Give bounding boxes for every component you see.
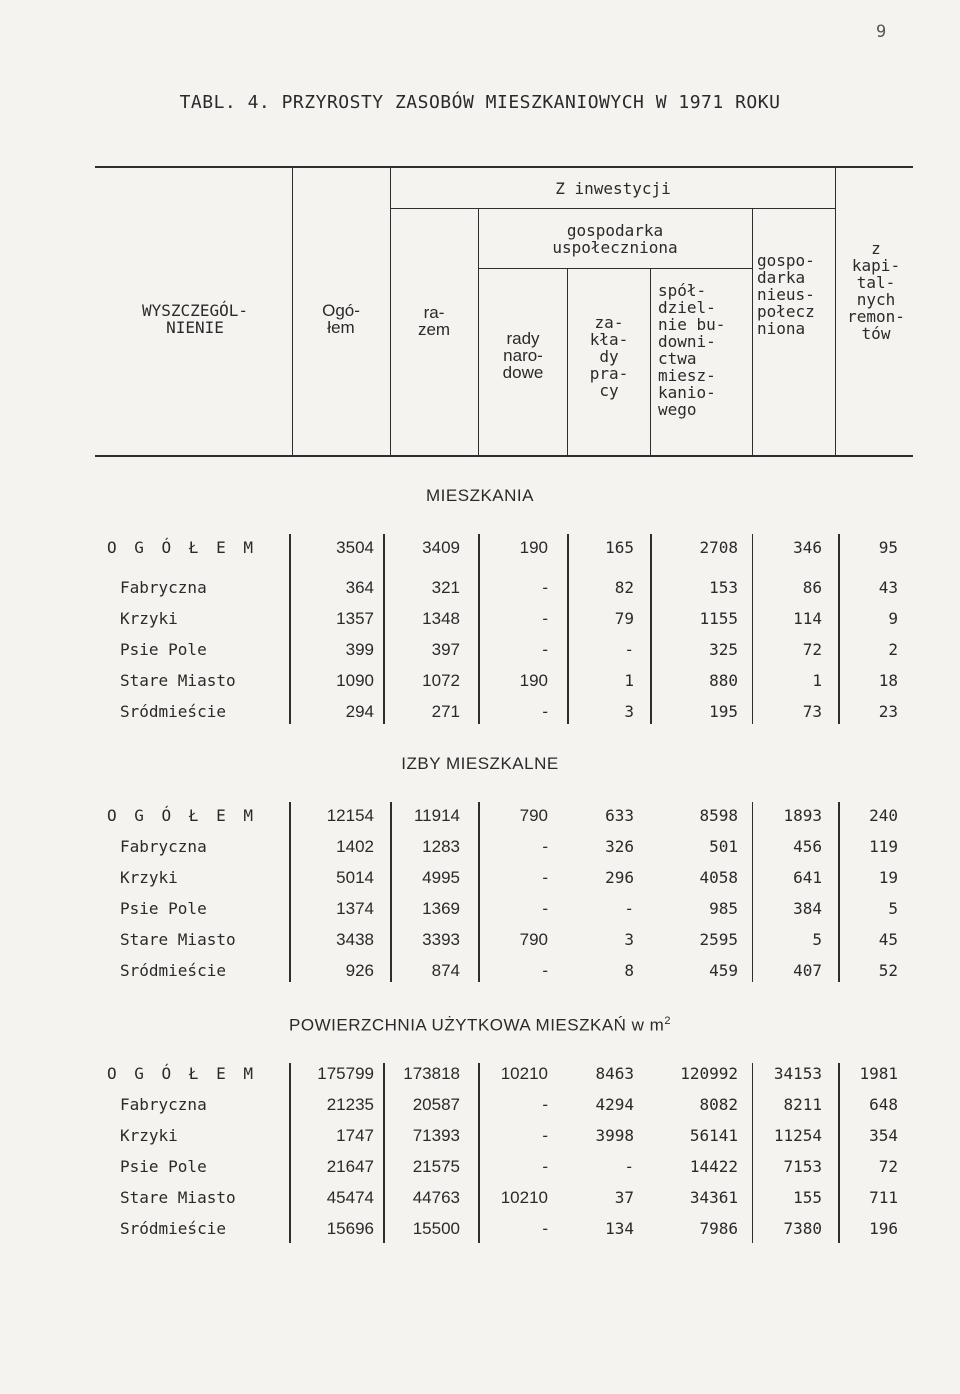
cell-ogolem: 294: [345, 702, 374, 721]
cell-razem: 1348: [422, 609, 460, 628]
cell-zaklady: 3: [624, 930, 634, 949]
cell-remonty: 9: [888, 609, 898, 628]
header-rule-uspoleczniona: [478, 268, 752, 269]
cell-nieuspoleczniona: 155: [793, 1188, 822, 1207]
cell-nieuspoleczniona: 346: [793, 538, 822, 557]
cell-razem: 71393: [412, 1126, 460, 1145]
cell-nieuspoleczniona: 34153: [773, 1064, 822, 1083]
table-row: [0, 1063, 960, 1085]
row-label: Psie Pole: [120, 1157, 207, 1176]
table-row: [0, 1125, 960, 1147]
data-vline-6c: [752, 1063, 753, 1243]
cell-zaklady: 1: [624, 671, 634, 690]
cell-remonty: 72: [878, 1157, 898, 1176]
cell-ogolem: 1402: [336, 837, 374, 856]
cell-rady: -: [542, 961, 548, 980]
cell-remonty: 240: [869, 806, 898, 825]
header-bottom-rule: [95, 455, 913, 457]
cell-nieuspoleczniona: 7380: [783, 1219, 822, 1238]
cell-remonty: 19: [878, 868, 898, 887]
cell-razem: 4995: [422, 868, 460, 887]
cell-ogolem: 1357: [336, 609, 374, 628]
cell-nieuspoleczniona: 72: [802, 640, 822, 659]
cell-razem: 11914: [413, 806, 460, 825]
cell-zaklady: 3: [624, 702, 634, 721]
table-row: [0, 960, 960, 982]
table-title: TABL. 4. PRZYROSTY ZASOBÓW MIESZKANIOWYCH W 1971 ROKU: [179, 92, 781, 113]
cell-spoldzielnie: 120992: [680, 1064, 738, 1083]
cell-rady: -: [542, 609, 548, 628]
cell-razem: 874: [431, 961, 460, 980]
cell-nieuspoleczniona: 8211: [783, 1095, 822, 1114]
cell-razem: 20587: [412, 1095, 460, 1114]
header-vline-3: [478, 208, 479, 455]
cell-remonty: 648: [869, 1095, 898, 1114]
row-label: Fabryczna: [120, 837, 207, 856]
row-label: O G Ó Ł E M: [107, 1064, 257, 1083]
cell-razem: 3393: [422, 930, 460, 949]
cell-nieuspoleczniona: 7153: [783, 1157, 822, 1176]
table-row: [0, 898, 960, 920]
cell-spoldzielnie: 34361: [689, 1188, 738, 1207]
data-vline-5a: [650, 534, 652, 724]
table-row: [0, 836, 960, 858]
cell-remonty: 119: [869, 837, 898, 856]
row-label: Sródmieście: [120, 702, 226, 721]
data-vline-3b: [478, 802, 480, 982]
row-label: Fabryczna: [120, 578, 207, 597]
cell-remonty: 1981: [859, 1064, 898, 1083]
cell-nieuspoleczniona: 407: [793, 961, 822, 980]
data-vline-1b: [289, 802, 291, 982]
cell-razem: 321: [431, 578, 460, 597]
cell-spoldzielnie: 1155: [699, 609, 738, 628]
cell-razem: 173818: [403, 1064, 460, 1083]
header-wyszczegolnienie: WYSZCZEGÓL- NIENIE: [142, 301, 248, 337]
cell-razem: 1369: [422, 899, 460, 918]
row-label: Sródmieście: [120, 1219, 226, 1238]
cell-razem: 3409: [422, 538, 460, 557]
data-vline-2a: [383, 534, 385, 724]
row-label: Psie Pole: [120, 899, 207, 918]
cell-spoldzielnie: 56141: [689, 1126, 738, 1145]
header-nieuspoleczniona: gospo- darka nieus- połecz niona: [757, 251, 815, 338]
cell-zaklady: 165: [605, 538, 634, 557]
cell-nieuspoleczniona: 641: [793, 868, 822, 887]
table-row: [0, 1187, 960, 1209]
row-label: O G Ó Ł E M: [107, 806, 257, 825]
cell-nieuspoleczniona: 1: [812, 671, 822, 690]
table-row: [0, 639, 960, 661]
cell-spoldzielnie: 153: [709, 578, 738, 597]
header-rady-narodowe: rady naro- dowe: [502, 329, 544, 382]
row-label: Krzyki: [120, 609, 178, 628]
cell-zaklady: 37: [614, 1188, 634, 1207]
data-vline-3a: [478, 534, 480, 724]
header-vline-2: [390, 168, 391, 455]
cell-ogolem: 364: [345, 578, 374, 597]
row-label: Krzyki: [120, 868, 178, 887]
cell-razem: 397: [431, 640, 460, 659]
cell-ogolem: 1374: [336, 899, 374, 918]
cell-razem: 44763: [412, 1188, 460, 1207]
cell-nieuspoleczniona: 5: [812, 930, 822, 949]
cell-razem: 1283: [422, 837, 460, 856]
cell-zaklady: 82: [614, 578, 634, 597]
row-label: Stare Miasto: [120, 671, 236, 690]
cell-zaklady: 326: [605, 837, 634, 856]
cell-spoldzielnie: 985: [709, 899, 738, 918]
cell-rady: -: [542, 1157, 548, 1176]
cell-remonty: 23: [878, 702, 898, 721]
cell-ogolem: 21235: [326, 1095, 374, 1114]
data-vline-3c: [478, 1063, 480, 1243]
header-vline-4: [567, 268, 568, 455]
cell-spoldzielnie: 2708: [699, 538, 738, 557]
cell-rady: -: [542, 837, 548, 856]
cell-remonty: 711: [869, 1188, 898, 1207]
header-kapitalne-remonty: z kapi- tal- nych remon- tów: [847, 239, 905, 343]
cell-rady: 10210: [500, 1188, 548, 1207]
cell-zaklady: 8463: [595, 1064, 634, 1083]
cell-remonty: 95: [878, 538, 898, 557]
header-vline-1: [292, 168, 293, 455]
header-zaklady-pracy: za- kła- dy pra- cy: [589, 313, 629, 400]
data-vline-6a: [752, 534, 753, 724]
header-ogolem: Ogó- łem: [322, 301, 360, 337]
cell-zaklady: 296: [605, 868, 634, 887]
section-title-powierzchnia-text: POWIERZCHNIA UŻYTKOWA MIESZKAŃ w m: [289, 1015, 665, 1035]
page-number: 9: [876, 22, 887, 42]
table-row: [0, 577, 960, 599]
cell-remonty: 5: [888, 899, 898, 918]
cell-rady: -: [542, 1219, 548, 1238]
cell-ogolem: 1747: [336, 1126, 374, 1145]
cell-nieuspoleczniona: 73: [802, 702, 822, 721]
cell-remonty: 196: [869, 1219, 898, 1238]
section-title-powierzchnia-sup: 2: [664, 1015, 671, 1027]
data-vline-7c: [838, 1063, 840, 1243]
cell-rady: -: [542, 1095, 548, 1114]
row-label: Fabryczna: [120, 1095, 207, 1114]
data-vline-2b: [390, 802, 392, 982]
row-label: O G Ó Ł E M: [107, 538, 257, 557]
header-gospodarka-uspoleczniona: gospodarka uspołeczniona: [552, 221, 678, 257]
cell-remonty: 52: [878, 961, 898, 980]
section-title-izby: IZBY MIESZKALNE: [401, 754, 559, 773]
cell-spoldzielnie: 7986: [699, 1219, 738, 1238]
table-row: [0, 670, 960, 692]
row-label: Psie Pole: [120, 640, 207, 659]
cell-zaklady: 4294: [595, 1095, 634, 1114]
header-z-inwestycji: Z inwestycji: [555, 179, 671, 198]
cell-razem: 15500: [412, 1219, 460, 1238]
cell-ogolem: 12154: [326, 806, 374, 825]
cell-zaklady: -: [624, 1157, 634, 1176]
cell-rady: -: [542, 868, 548, 887]
cell-zaklady: 3998: [595, 1126, 634, 1145]
section-title-powierzchnia: [0, 1015, 960, 1036]
cell-ogolem: 15696: [326, 1219, 374, 1238]
cell-nieuspoleczniona: 86: [802, 578, 822, 597]
cell-spoldzielnie: 2595: [699, 930, 738, 949]
table-row: [0, 805, 960, 827]
cell-zaklady: -: [624, 899, 634, 918]
cell-zaklady: 633: [605, 806, 634, 825]
data-vline-6b: [752, 802, 753, 982]
cell-zaklady: 134: [605, 1219, 634, 1238]
cell-spoldzielnie: 8082: [699, 1095, 738, 1114]
cell-remonty: 43: [878, 578, 898, 597]
cell-ogolem: 3504: [336, 538, 374, 557]
cell-nieuspoleczniona: 11254: [773, 1126, 822, 1145]
cell-nieuspoleczniona: 114: [793, 609, 822, 628]
cell-rady: -: [542, 578, 548, 597]
data-vline-1c: [289, 1063, 291, 1243]
data-vline-4a: [567, 534, 569, 724]
row-label: Sródmieście: [120, 961, 226, 980]
cell-ogolem: 5014: [336, 868, 374, 887]
cell-nieuspoleczniona: 384: [793, 899, 822, 918]
table-row: [0, 867, 960, 889]
cell-spoldzielnie: 325: [709, 640, 738, 659]
cell-spoldzielnie: 501: [709, 837, 738, 856]
header-top-rule: [95, 166, 913, 168]
cell-spoldzielnie: 459: [709, 961, 738, 980]
cell-spoldzielnie: 880: [709, 671, 738, 690]
cell-rady: -: [542, 1126, 548, 1145]
cell-razem: 21575: [412, 1157, 460, 1176]
row-label: Stare Miasto: [120, 1188, 236, 1207]
cell-ogolem: 926: [345, 961, 374, 980]
cell-zaklady: -: [624, 640, 634, 659]
data-vline-7a: [838, 534, 840, 724]
row-label: Krzyki: [120, 1126, 178, 1145]
cell-rady: -: [542, 640, 548, 659]
header-rule-inwestycji: [390, 208, 835, 209]
cell-remonty: 2: [888, 640, 898, 659]
cell-remonty: 18: [878, 671, 898, 690]
data-vline-1a: [289, 534, 291, 724]
table-row: [0, 1218, 960, 1240]
data-vline-2c: [383, 1063, 385, 1243]
cell-remonty: 354: [869, 1126, 898, 1145]
cell-rady: 10210: [500, 1064, 548, 1083]
cell-ogolem: 175799: [317, 1064, 374, 1083]
cell-rady: -: [542, 899, 548, 918]
row-label: Stare Miasto: [120, 930, 236, 949]
cell-rady: -: [542, 702, 548, 721]
cell-nieuspoleczniona: 1893: [783, 806, 822, 825]
cell-zaklady: 8: [624, 961, 634, 980]
cell-spoldzielnie: 4058: [699, 868, 738, 887]
cell-spoldzielnie: 8598: [699, 806, 738, 825]
data-vline-7b: [838, 802, 840, 982]
cell-razem: 1072: [422, 671, 460, 690]
table-row: [0, 929, 960, 951]
table-row: [0, 537, 960, 559]
cell-ogolem: 1090: [336, 671, 374, 690]
cell-spoldzielnie: 14422: [689, 1157, 738, 1176]
section-title-mieszkania: MIESZKANIA: [426, 486, 534, 505]
cell-ogolem: 21647: [326, 1157, 374, 1176]
table-row: [0, 1156, 960, 1178]
header-razem: ra- zem: [417, 303, 451, 339]
cell-zaklady: 79: [614, 609, 634, 628]
table-row: [0, 701, 960, 723]
cell-rady: 190: [519, 671, 548, 690]
table-row: [0, 608, 960, 630]
cell-razem: 271: [431, 702, 460, 721]
cell-nieuspoleczniona: 456: [793, 837, 822, 856]
table-row: [0, 1094, 960, 1116]
cell-ogolem: 399: [345, 640, 374, 659]
cell-rady: 190: [519, 538, 548, 557]
cell-ogolem: 45474: [326, 1188, 374, 1207]
cell-rady: 790: [519, 930, 548, 949]
cell-ogolem: 3438: [336, 930, 374, 949]
cell-spoldzielnie: 195: [709, 702, 738, 721]
cell-remonty: 45: [878, 930, 898, 949]
cell-rady: 790: [519, 806, 548, 825]
header-spoldzielnie: spół- dziel- nie bu- downi- ctwa miesz- kanio- wego: [658, 281, 726, 419]
